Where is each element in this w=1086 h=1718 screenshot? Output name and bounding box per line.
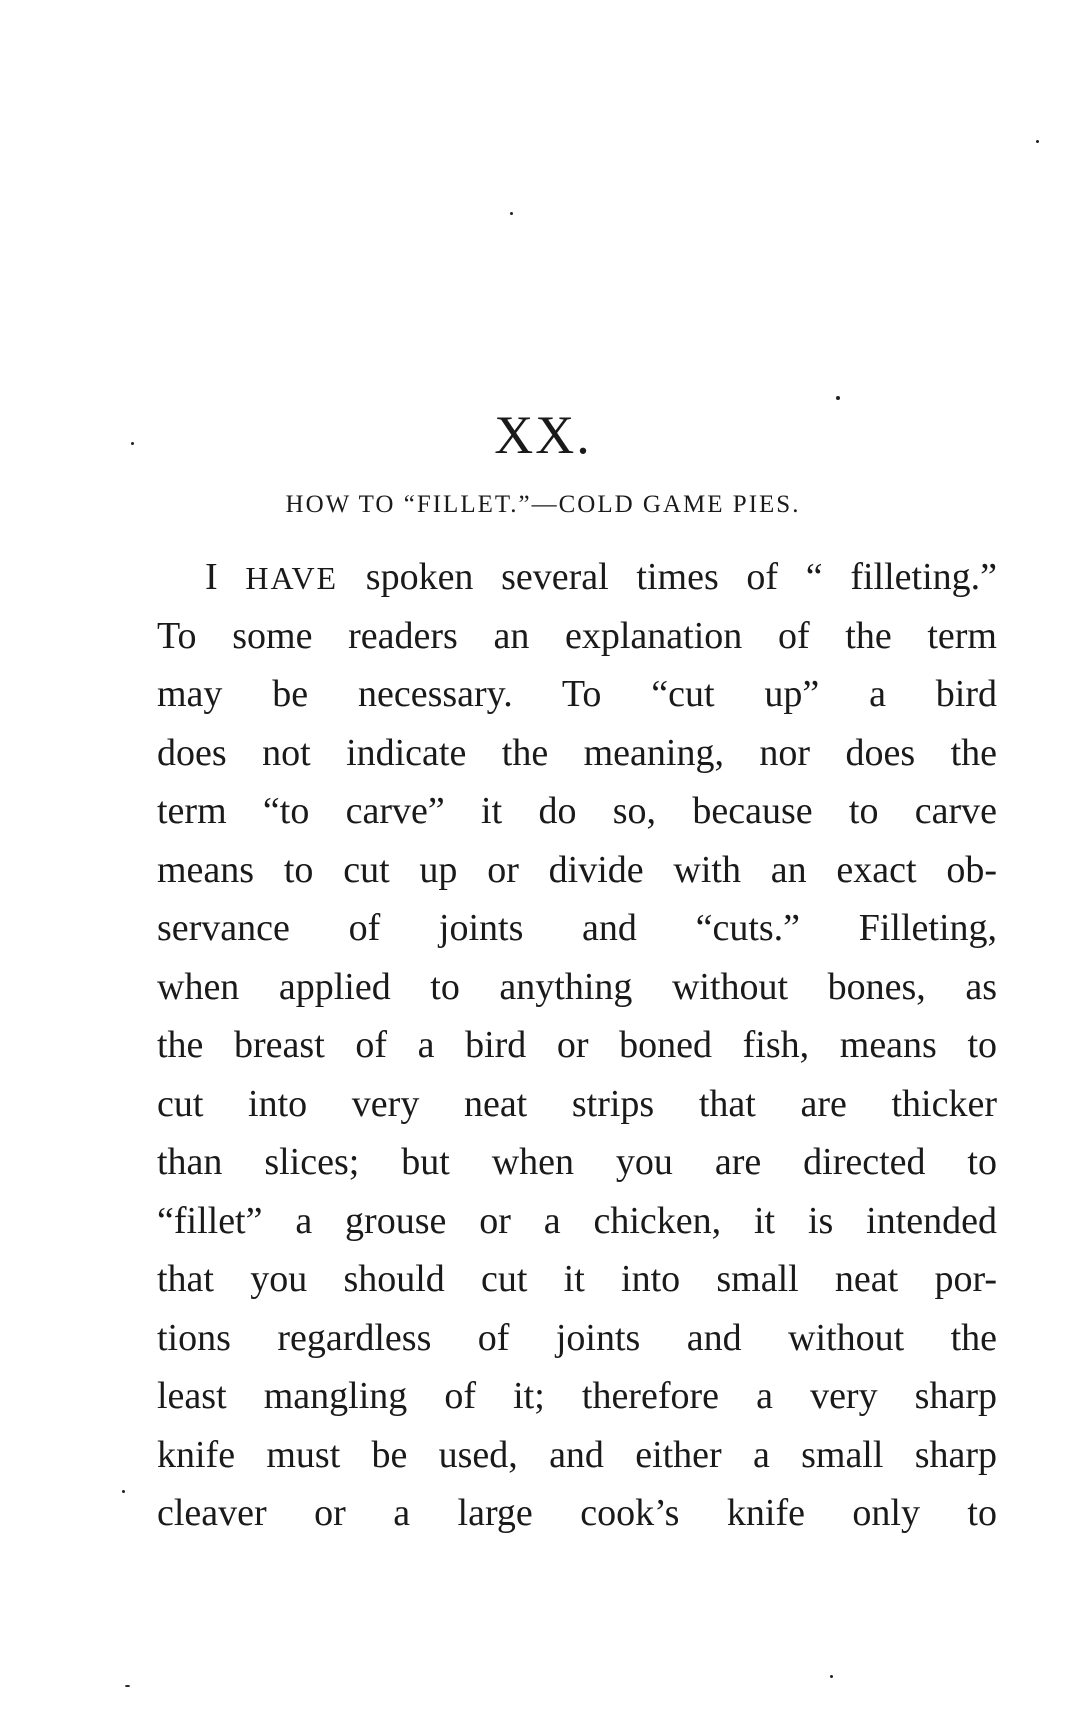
- chapter-title: HOW TO “FILLET.”—COLD GAME PIES.: [285, 491, 801, 518]
- body-paragraph: [157, 548, 997, 1543]
- text-line: “fillet” a grouse or a chicken, it is intended: [157, 1199, 997, 1242]
- scan-speck: [125, 1685, 130, 1687]
- text-line: servance of joints and “cuts.” Filleting,: [157, 907, 997, 949]
- line-text: spoken several times of “ filleting.”: [365, 556, 997, 598]
- text-line: least mangling of it; therefore a very sharp: [157, 1375, 997, 1417]
- text-line: cut into very neat strips that are thicker: [157, 1082, 997, 1125]
- text-line: cleaver or a large cook’s knife only to: [157, 1492, 997, 1534]
- text-line: means to cut up or divide with an exact ob-: [157, 848, 997, 891]
- text-line: than slices; but when you are directed to: [157, 1141, 997, 1183]
- text-line: when applied to anything without bones, as: [157, 965, 997, 1008]
- smallcaps-word: HAVE: [245, 560, 339, 596]
- dropword: I: [205, 556, 218, 598]
- scan-speck: [122, 1490, 125, 1493]
- text-line: that you should cut it into small neat por-: [157, 1258, 997, 1300]
- scan-speck: [830, 1675, 833, 1678]
- text-line: knife must be used, and either a small sharp: [157, 1433, 997, 1476]
- text-line: the breast of a bird or boned fish, means to: [157, 1024, 997, 1066]
- text-line: [157, 548, 997, 607]
- text-line: tions regardless of joints and without the: [157, 1316, 997, 1359]
- chapter-number: XX.: [494, 405, 592, 465]
- text-line: term “to carve” it do so, because to carve: [157, 790, 997, 832]
- scan-speck: [131, 442, 134, 445]
- text-line: may be necessary. To “cut up” a bird: [157, 673, 997, 715]
- text-line: To some readers an explanation of the term: [157, 614, 997, 657]
- scan-speck: [836, 396, 840, 400]
- scan-speck: [510, 212, 513, 215]
- text-line: does not indicate the meaning, nor does the: [157, 731, 997, 774]
- scan-speck: [1036, 140, 1039, 143]
